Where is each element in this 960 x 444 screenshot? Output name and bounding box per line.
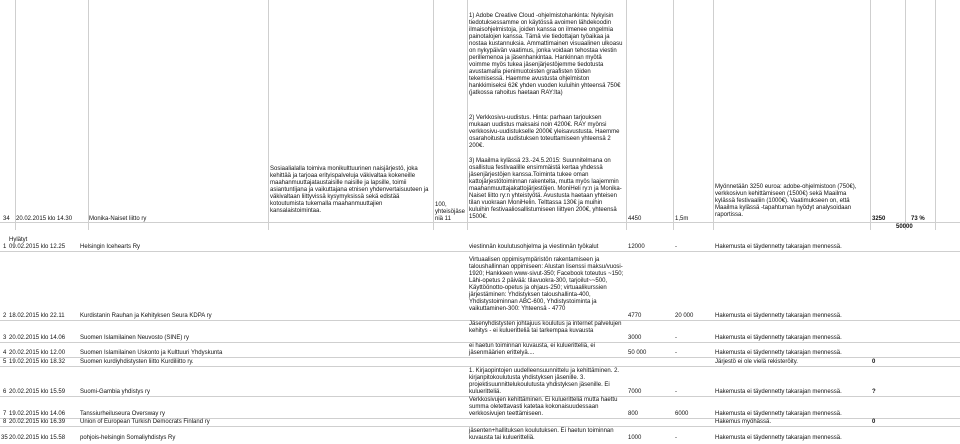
- organization-purpose: Sosiaalialalla toimiva monikulttuurinen naisjärjestö, joka kehittää ja tarjoaa erityispalveluja väkivaltaa kokeneille maahanmuuttajataustaisille naisille ja lapsille, toimii asiantuntijana ja vaikuttajana etnisen yhdenvertaisuuteen ja väkivaltaan liittyvissä kysymyksissä sekä edistää kotoutumista tukemalla maahanmuuttajien kansalaistoimintaa.: [270, 166, 429, 214]
- row-divider: [0, 366, 960, 367]
- row-date: 20.02.2015 klo 14.06: [9, 335, 66, 341]
- row-organization: Suomen Islamilainen Neuvosto (SINE) ry: [80, 335, 190, 341]
- row-description: viestinnän koulutusohjelma ja viestinnän työkalut: [469, 244, 599, 250]
- row-decision: Hakemus myöhässä.: [715, 419, 772, 425]
- row-budget: -: [675, 435, 677, 441]
- row-amount: 50 000: [628, 350, 647, 356]
- budget-size: 1,5m: [675, 216, 689, 222]
- row-description: jäsenten+hallituksen koulutuksen. Ei haetun toiminnan kuvausta tai kulueritteliä.: [469, 428, 614, 441]
- row-number: 4: [3, 350, 7, 356]
- col-divider: [870, 0, 871, 230]
- row-amount: 4770: [628, 313, 642, 319]
- plan-item-3: 3) Maailma kylässä 23.-24.5.2015: Suunnitelmana on osallistua festivaalille ensimmäistä kertaa yhdessä jäsenjärjestöjen kanssa.Toiminta tukee oman kattojärjestötoiminnan rakentelta, mutta myös laajemmin maahanmuuttajakattojärjestöjen. MoniHeli ry:n ja Monika-Naiset liitto ry:n yhteistyötä. Avustusta haetaan yhteisen tilan vuokraan MoniHelin. Telttassa 130€ ja muihin kuluihin festivaaliosallistumiseen liittyen 200€, yhteensä 1500€.: [469, 158, 622, 220]
- row-number: 6: [3, 389, 7, 395]
- row-description: Virtuaalisen oppimisympäristön rakentamiseen ja taloushallinnan oppimiseen: Alustan lisenssi maksu/vuosi-1920; Hankkeen www-sivut-350; Facebook toteutus ~150; Lähi-opetus 2 päivää: tilavuokra-300, tarjoilut~~500, Käyttöönotto-opetus ja ohjaus-250; virtuaalikurssien järjestäminen: Yhdistyksen taloushallinta-400, Yhdistystoiminnan ABC-600, Yhdistystoiminta ja vaikuttaminen-300: Yhteensä - 4770: [469, 257, 624, 312]
- row-description: Verkkosivujen kehittäminen. Ei kulueritteliä mutta haettu summa oletettavasti katetaa kokonaisuudessaan verkkosivujen teettämiseen.: [469, 397, 618, 417]
- row-organization: Tanssiurheiluseura Oversway ry: [80, 411, 166, 417]
- row-decision: Hakemusta ei täydennetty takarajan mennessä.: [715, 335, 842, 341]
- col-divider: [905, 0, 906, 230]
- row-budget: -: [675, 335, 677, 341]
- col-divider: [433, 0, 434, 230]
- plan-item-2: 2) Verkkosivu-uudistus. Hinta: parhaan tarjouksen mukaan uudistus maksaisi noin 4200€. RAY myönsi verkkosivu-uudistukselle 2000€ yleisavustusta. Haemme osarahoitusta uudistuksen toteuttamiseen yhteensä 2 200€.: [469, 115, 620, 149]
- row-date: 20.02.2015 klo 15.58: [9, 435, 66, 441]
- decision-text: Myönnetään 3250 euroa: adobe-ohjelmistoon (750€), verkkosivun kehittämiseen (1500€) sekä Maailma kylässä festivaaliin (1000€). Vaatimukseen on, että Maailma kylässä -tapahtuman hyödyt analysoidaan raportissa.: [715, 184, 857, 218]
- col-divider: [626, 0, 627, 230]
- row-status-value: 0: [872, 359, 876, 365]
- row-date: 20.02.2015 klo 16.39: [9, 419, 66, 425]
- row-divider: [0, 251, 960, 252]
- row-date: 19.02.2015 klo 18.32: [9, 359, 66, 365]
- row-number: 3: [3, 335, 7, 341]
- row-organization: Suomi-Gambia yhdistys ry: [80, 389, 151, 395]
- row-date: 18.02.2015 klo 22.11: [9, 313, 65, 319]
- row-status-value: 0: [872, 419, 876, 425]
- row-date: 09.02.2015 klo 12.25: [9, 244, 66, 250]
- row-organization: pohjois-helsingin Somaliyhdistys Ry: [80, 435, 176, 441]
- row-organization: Kurdistanin Rauhan ja Kehityksen Seura KDPA ry: [80, 313, 212, 319]
- granted-percent: 73 %: [911, 216, 925, 222]
- row-number: 1: [3, 244, 7, 250]
- col-divider: [935, 0, 936, 230]
- row-number: 7: [3, 411, 7, 417]
- row-number: 2: [3, 313, 7, 319]
- row-organization: Monika-Naiset liitto ry: [89, 216, 147, 222]
- plan-item-1: 1) Adobe Creative Cloud -ohjelmistohankinta: Nykyisin tiedotuksessamme on käytössä avoimen lähdekoodin ilmaisohjelmistoja, joiden kanssa on ilmenee ongelmia painotalojen kanssa. Tämä vie tiedottajan työaikaa ja nostaa kustannuksia. Ammattimainen visuaalinen ulkoasu on nykypäivän vaatimus, jonka voidaan tehostaa viestin perillemenoa ja jäsenhankintaa. Hankinnan myötä voimme myös tukea jäsenjärjestöjemme tiedotusta avustamalla pienimuotoisten graafisten töiden tekemisessä. Haemme avustusta ohjelmiston hankkimiseksi 62€ yhden vuoden kuluihin yhteensä 750€ (jatkossa rahoitus haetaan RAY:lta): [469, 13, 623, 96]
- row-budget: -: [675, 389, 677, 395]
- row-budget: -: [675, 244, 677, 250]
- row-number: 5: [3, 359, 7, 365]
- row-organization: Helsingin Icehearts Ry: [80, 244, 141, 250]
- row-amount: 7000: [628, 389, 642, 395]
- total-amount: 50000: [896, 224, 913, 230]
- row-description: 1. Kirjaopintojen uudelleensuunnittelu ja kehittäminen. 2. kirjanpitokoulutusta yhdistyksen jäsenille. 3. projektisuunnittelukoulutusta yhdistyksen jäsenille. Ei kulueritteliä.: [469, 368, 620, 395]
- col-divider: [713, 0, 714, 230]
- row-budget: 20 000: [675, 313, 694, 319]
- row-number: 34: [3, 216, 10, 222]
- row-description: ei haetun toiminnan kuvausta, ei kulueritteliä, ei jäsenmäärien erittelyä....: [469, 343, 596, 356]
- row-number: 8: [3, 419, 7, 425]
- row-amount: 1000: [628, 435, 642, 441]
- row-amount: 12000: [628, 244, 645, 250]
- row-organization: Union of European Turkish Democrats Finland ry: [80, 419, 210, 425]
- row-date: 19.02.2015 klo 14.06: [9, 411, 66, 417]
- col-divider: [467, 0, 468, 230]
- col-divider: [15, 0, 16, 230]
- granted-amount: 3250: [872, 216, 886, 222]
- row-budget: 6000: [675, 411, 689, 417]
- member-count: 100, yhteisöjäse niä 11: [435, 202, 466, 222]
- row-description: Jäsenyhdistysten johtajuus koulutus ja internet palvelujen kehitys - ei kulueritteliä tai tarkempaa kuvausta: [469, 321, 622, 334]
- row-number: 35: [1, 435, 8, 441]
- row-amount: 800: [628, 411, 639, 417]
- section-title: Hylätyt: [9, 237, 28, 243]
- row-decision: Hakemusta ei täydennetty takarajan mennessä.: [715, 244, 842, 250]
- row-decision: Hakemusta ei täydennetty takarajan mennessä.: [715, 313, 842, 319]
- col-divider: [88, 0, 89, 230]
- col-divider: [268, 0, 269, 230]
- row-organization: Suomen Islamilainen Uskonto ja Kulttuuri Yhdyskunta: [80, 350, 223, 356]
- col-divider: [673, 0, 674, 230]
- row-date: 20.02.2015 klo 12.00: [9, 350, 66, 356]
- row-decision: Hakemusta ei täydennetty takarajan mennessä.: [715, 389, 842, 395]
- row-amount: 3000: [628, 335, 642, 341]
- row-decision: Järjestö ei ole vielä rekisteröity.: [715, 359, 798, 365]
- row-divider: [0, 357, 960, 358]
- applied-amount: 4450: [628, 216, 642, 222]
- row-status-value: ?: [872, 389, 876, 395]
- row-date: 20.02.2015 klo 14.30: [16, 216, 73, 222]
- row-decision: Hakemusta ei täydennetty takarajan mennessä.: [715, 350, 842, 356]
- row-budget: -: [675, 350, 677, 356]
- row-decision: Hakemusta ei täydennetty takarajan mennessä.: [715, 435, 842, 441]
- row-divider: [0, 426, 960, 427]
- row-date: 20.02.2015 klo 15.59: [9, 389, 66, 395]
- row-organization: Suomen kurdiyhdistysten liitto Kurdiliitto ry.: [80, 359, 194, 365]
- row-decision: Hakemusta ei täydennetty takarajan mennessä.: [715, 411, 842, 417]
